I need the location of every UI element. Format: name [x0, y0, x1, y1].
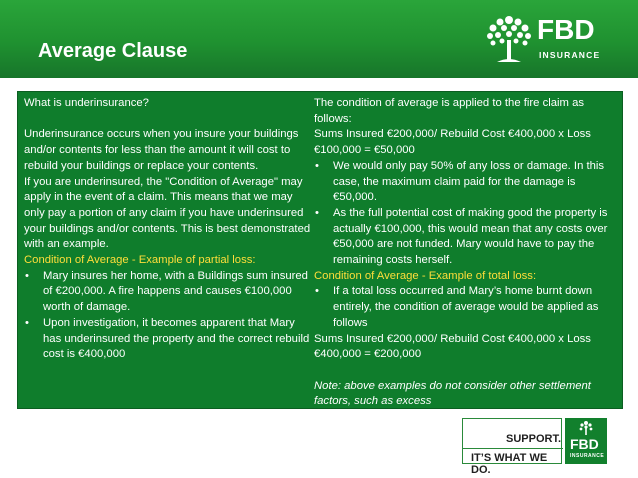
fbd-logo	[483, 10, 608, 68]
total-loss-list	[314, 284, 610, 331]
left-para-1: Underinsurance occurs when you insure your buildings and/or contents for less than the amount it will cost to rebuild your buildings or replace your contents.	[24, 128, 299, 172]
slide-header	[0, 0, 638, 78]
formula-total: Sums Insured €200,000/ Rebuild Cost €400,000 x Loss €400,000 = €200,000	[314, 332, 591, 361]
formula-partial: Sums Insured €200,000/ Rebuild Cost €400,000 x Loss €100,000 = €50,000	[314, 128, 591, 157]
slide-title: Average Clause	[38, 40, 188, 62]
mini-brand-name: FBD	[570, 436, 599, 452]
footer-tagline-logo	[462, 418, 607, 476]
right-column	[314, 96, 610, 410]
list-item: • Upon investigation, it becomes apparent that Mary has underinsured the property and the correct rebuild cost is €400,000	[25, 316, 310, 361]
partial-loss-heading: Condition of Average - Example of partial loss:	[24, 254, 256, 267]
tagline-line-1: SUPPORT.	[506, 433, 562, 445]
footnote: Note: above examples do not consider other settlement factors, such as excess	[314, 379, 591, 408]
list-item: • If a total loss occurred and Mary’s home burnt down entirely, the condition of average would be applied as follows	[315, 285, 599, 329]
left-para-2: If you are underinsured, the "Condition of Average" may apply in the event of a claim. This means that we may only pay a portion of any claim if you have underinsured your buildings and/or contents. This is best demonstrated with an example.	[24, 175, 311, 251]
partial-result-list	[314, 159, 610, 269]
content-panel	[17, 91, 623, 409]
tagline-box	[462, 418, 562, 476]
tree-icon	[483, 12, 535, 66]
left-column	[24, 96, 316, 363]
partial-loss-list	[24, 269, 316, 363]
list-item: • As the full potential cost of making good the property is actually €100,000, this would mean that any costs over €50,000 are not funded. Mary would have to pay the remaining costs herself.	[315, 206, 608, 267]
tagline-line-2: IT’S WHAT WE DO.	[471, 452, 548, 476]
list-item: • We would only pay 50% of any loss or damage. In this case, the maximum claim paid for the damage is €50,000.	[315, 159, 605, 204]
mini-fbd-logo	[565, 418, 607, 464]
brand-name: FBD	[537, 14, 595, 45]
mini-brand-subtitle: INSURANCE	[570, 453, 605, 459]
left-heading: What is underinsurance?	[24, 97, 149, 109]
right-intro: The condition of average is applied to the fire claim as follows:	[314, 97, 585, 125]
brand-subtitle: INSURANCE	[539, 50, 601, 60]
list-item: • Mary insures her home, with a Buildings sum insured of €200,000. A fire happens and causes €100,000 worth of damage.	[25, 269, 308, 314]
total-loss-heading: Condition of Average - Example of total loss:	[314, 269, 537, 282]
tree-icon	[578, 420, 594, 436]
